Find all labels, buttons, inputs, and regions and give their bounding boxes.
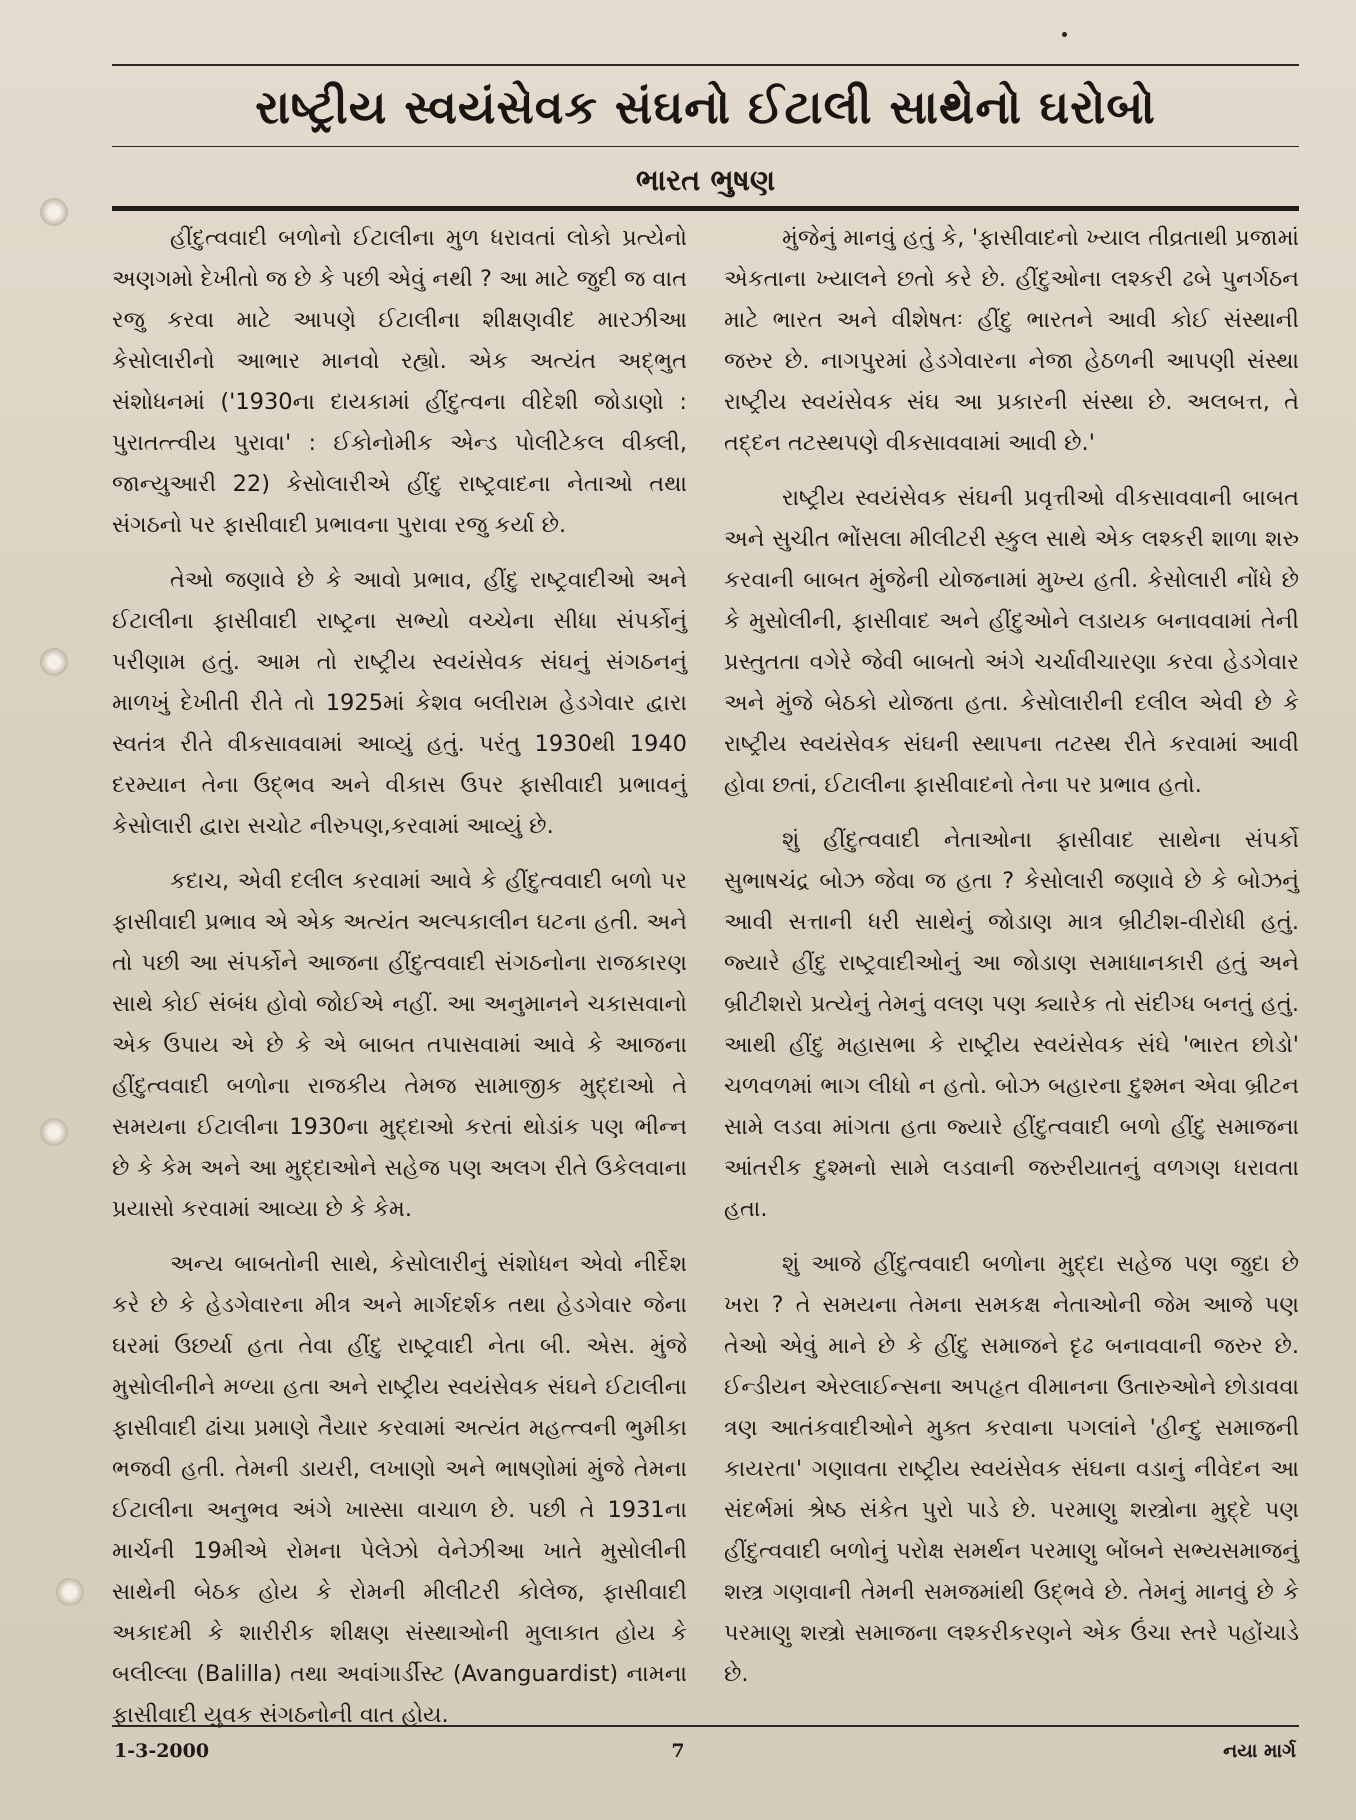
- article-title: રાષ્ટ્રીય સ્વયંસેવક સંઘનો ઈટાલી સાથેનો ઘરોબો: [255, 80, 1156, 134]
- paragraph: કદાચ, એવી દલીલ કરવામાં આવે કે હીંદુત્વવાદી બળો પર ફાસીવાદી પ્રભાવ એ એક અત્યંત અલ્પકાલીન ઘટના હતી. અને તો પછી આ સંપર્કોને આજના હીંદુત્વવાદી સંગઠનોના રાજકારણ સાથે કોઈ સંબંધ હોવો જોઈએ નહીં. આ અનુમાનને ચકાસવાનો એક ઉપાય એ છે કે એ બાબત તપાસવામાં આવે કે આજના હીંદુત્વવાદી બળોના રાજકીય તેમજ સામાજીક મુદ્દાઓ તે સમયના ઈટાલીના 1930ના મુદ્દાઓ કરતાં થોડાંક પણ ભીન્ન છે કે કેમ અને આ મુદ્દાઓને સહેજ પણ અલગ રીતે ઉકેલવાના પ્રયાસો કરવામાં આવ્યા છે કે કેમ.: [112, 868, 687, 1222]
- punch-hole: [40, 198, 68, 226]
- issue-date: 1-3-2000: [114, 1740, 210, 1762]
- title-rule: [112, 146, 1299, 147]
- article-author: ભારત ભુષણ: [635, 163, 776, 197]
- punch-hole: [40, 648, 68, 676]
- paragraph: તેઓ જણાવે છે કે આવો પ્રભાવ, હીંદુ રાષ્ટ્રવાદીઓ અને ઈટાલીના ફાસીવાદી રાષ્ટ્રના સભ્યો વચ્ચેના સીધા સંપર્કોનું પરીણામ હતું. આમ તો રાષ્ટ્રીય સ્વયંસેવક સંઘનું સંગઠનનું માળખું દેખીતી રીતે તો 1925માં કેશવ બલીરામ હેડગેવાર દ્વારા સ્વતંત્ર રીતે વીકસાવવામાં આવ્યું હતું. પરંતુ 1930થી 1940 દરમ્યાન તેના ઉદ્ભવ અને વીકાસ ઉપર ફાસીવાદી પ્રભાવનું કેસોલારી દ્વારા સચોટ નીરુપણ,કરવામાં આવ્યું છે.: [112, 567, 687, 839]
- ink-speck: [1062, 32, 1067, 37]
- paragraph: અન્ય બાબતોની સાથે, કેસોલારીનું સંશોધન એવો નીર્દેશ કરે છે કે હેડગેવારના મીત્ર અને માર્ગદર્શક તથા હેડગેવાર જેના ઘરમાં ઉછર્યા હતા તેવા હીંદુ રાષ્ટ્રવાદી નેતા બી. એસ. મુંજે મુસોલીનીને મળ્યા હતા અને રાષ્ટ્રીય સ્વયંસેવક સંઘને ઈટાલીના ફાસીવાદી ઢાંચા પ્રમાણે તૈયાર કરવામાં અત્યંત મહત્ત્વની ભુમીકા ભજવી હતી. તેમની ડાયરી, લખાણો અને ભાષણોમાં મુંજે તેમના ઈટાલીના અનુભવ અંગે ખાસ્સા વાચાળ છે. પછી તે 1931ના માર્ચની 19મીએ રોમના પેલેઝો વેનેઝીઆ ખાતે મુસોલીની સાથેની બેઠક હોય કે રોમની મીલીટરી કોલેજ, ફાસીવાદી અકાદમી કે શારીરીક શીક્ષણ સંસ્થાઓની મુલાકાત હોય કે બલીલ્લા (Balilla) તથા અવાંગાર્ડીસ્ટ (Avanguardist) નામના ફાસીવાદી યુવક સંગઠનોની વાત હોય.: [112, 1251, 687, 1728]
- punch-hole: [56, 1578, 84, 1606]
- footer-rule: [112, 1725, 1299, 1727]
- punch-hole: [40, 1118, 68, 1146]
- header-thick-rule: [112, 206, 1299, 211]
- top-rule: [112, 64, 1299, 66]
- right-column: [724, 218, 1299, 1711]
- left-column: [112, 218, 687, 1728]
- paragraph: હીંદુત્વવાદી બળોનો ઈટાલીના મુળ ધરાવતાં લોકો પ્રત્યેનો અણગમો દેખીતો જ છે કે પછી એવું નથી ? આ માટે જુદી જ વાત રજુ કરવા માટે આપણે ઈટાલીના શીક્ષણવીદ મારઝીઆ કેસોલારીનો આભાર માનવો રહ્યો. એક અત્યંત અદ્ભુત સંશોધનમાં ('1930ના દાયકામાં હીંદુત્વના વીદેશી જોડાણો : પુરાતત્ત્વીય પુરાવા' : ઈકોનોમીક એન્ડ પોલીટેકલ વીક્લી, જાન્યુઆરી 22) કેસોલારીએ હીંદુ રાષ્ટ્રવાદના નેતાઓ તથા સંગઠનો પર ફાસીવાદી પ્રભાવના પુરાવા રજુ કર્યા છે.: [112, 225, 687, 538]
- paragraph: શું આજે હીંદુત્વવાદી બળોના મુદ્દા સહેજ પણ જુદા છે ખરા ? તે સમયના તેમના સમકક્ષ નેતાઓની જેમ આજે પણ તેઓ એવું માને છે કે હીંદુ સમાજને દૃઢ બનાવવાની જરુર છે. ઈન્ડીયન એરલાઈન્સના અપહૃત વીમાનના ઉતારુઓને છોડાવવા ત્રણ આતંકવાદીઓને મુક્ત કરવાના પગલાંને 'હીન્દુ સમાજની કાયરતા' ગણાવતા રાષ્ટ્રીય સ્વયંસેવક સંઘના વડાનું નીવેદન આ સંદર્ભમાં શ્રેષ્ઠ સંકેત પુરો પાડે છે. પરમાણુ શસ્ત્રોના મુદ્દે પણ હીંદુત્વવાદી બળોનું પરોક્ષ સમર્થન પરમાણુ બોંબને સભ્યસમાજનું શસ્ત્ર ગણવાની તેમની સમજમાંથી ઉદ્ભવે છે. તેમનું માનવું છે કે પરમાણુ શસ્ત્રો સમાજના લશ્કરીકરણને એક ઉંચા સ્તરે પહોંચાડે છે.: [724, 1251, 1299, 1687]
- paragraph: રાષ્ટ્રીય સ્વયંસેવક સંઘની પ્રવૃત્તીઓ વીકસાવવાની બાબત અને સુચીત ભોંસલા મીલીટરી સ્કુલ સાથે એક લશ્કરી શાળા શરુ કરવાની બાબત મુંજેની યોજનામાં મુખ્ય હતી. કેસોલારી નોંધે છે કે મુસોલીની, ફાસીવાદ અને હીંદુઓને લડાયક બનાવવામાં તેની પ્રસ્તુતતા વગેરે જેવી બાબતો અંગે ચર્ચાવીચારણા કરવા હેડગેવાર અને મુંજે બેઠકો યોજતા હતા. કેસોલારીની દલીલ એવી છે કે રાષ્ટ્રીય સ્વયંસેવક સંઘની સ્થાપના તટસ્થ રીતે કરવામાં આવી હોવા છતાં, ઈટાલીના ફાસીવાદનો તેના પર પ્રભાવ હતો.: [724, 485, 1299, 798]
- paragraph: શું હીંદુત્વવાદી નેતાઓના ફાસીવાદ સાથેના સંપર્કો સુભાષચંદ્ર બોઝ જેવા જ હતા ? કેસોલારી જણાવે છે કે બોઝનું આવી સત્તાની ધરી સાથેનું જોડાણ માત્ર બ્રીટીશ-વીરોધી હતું. જ્યારે હીંદુ રાષ્ટ્રવાદીઓનું આ જોડાણ સમાધાનકારી હતું અને બ્રીટીશરો પ્રત્યેનું તેમનું વલણ પણ ક્યારેક તો સંદીગ્ધ બનતું હતું. આથી હીંદુ મહાસભા કે રાષ્ટ્રીય સ્વયંસેવક સંઘે 'ભારત છોડો' ચળવળમાં ભાગ લીધો ન હતો. બોઝ બહારના દુશ્મન એવા બ્રીટન સામે લડવા માંગતા હતા જ્યારે હીંદુત્વવાદી બળો હીંદુ સમાજના આંતરીક દુશ્મનો સામે લડવાની જરુરીયાતનું વળગણ ધરાવતા હતા.: [724, 827, 1299, 1222]
- paragraph: મુંજેનું માનવું હતું કે, 'ફાસીવાદનો ખ્યાલ તીવ્રતાથી પ્રજામાં એકતાના ખ્યાલને છતો કરે છે. હીંદુઓના લશ્કરી ઢબે પુનર્ગઠન માટે ભારત અને વીશેષતઃ હીંદુ ભારતને આવી કોઈ સંસ્થાની જરુર છે. નાગપુરમાં હેડગેવારના નેજા હેઠળની આપણી સંસ્થા રાષ્ટ્રીય સ્વયંસેવક સંઘ આ પ્રકારની સંસ્થા છે. અલબત્ત, તે તદ્દન તટસ્થપણે વીકસાવવામાં આવી છે.': [724, 225, 1299, 456]
- publication-name: નયા માર્ગ: [1223, 1740, 1296, 1762]
- page-number: 7: [671, 1740, 685, 1762]
